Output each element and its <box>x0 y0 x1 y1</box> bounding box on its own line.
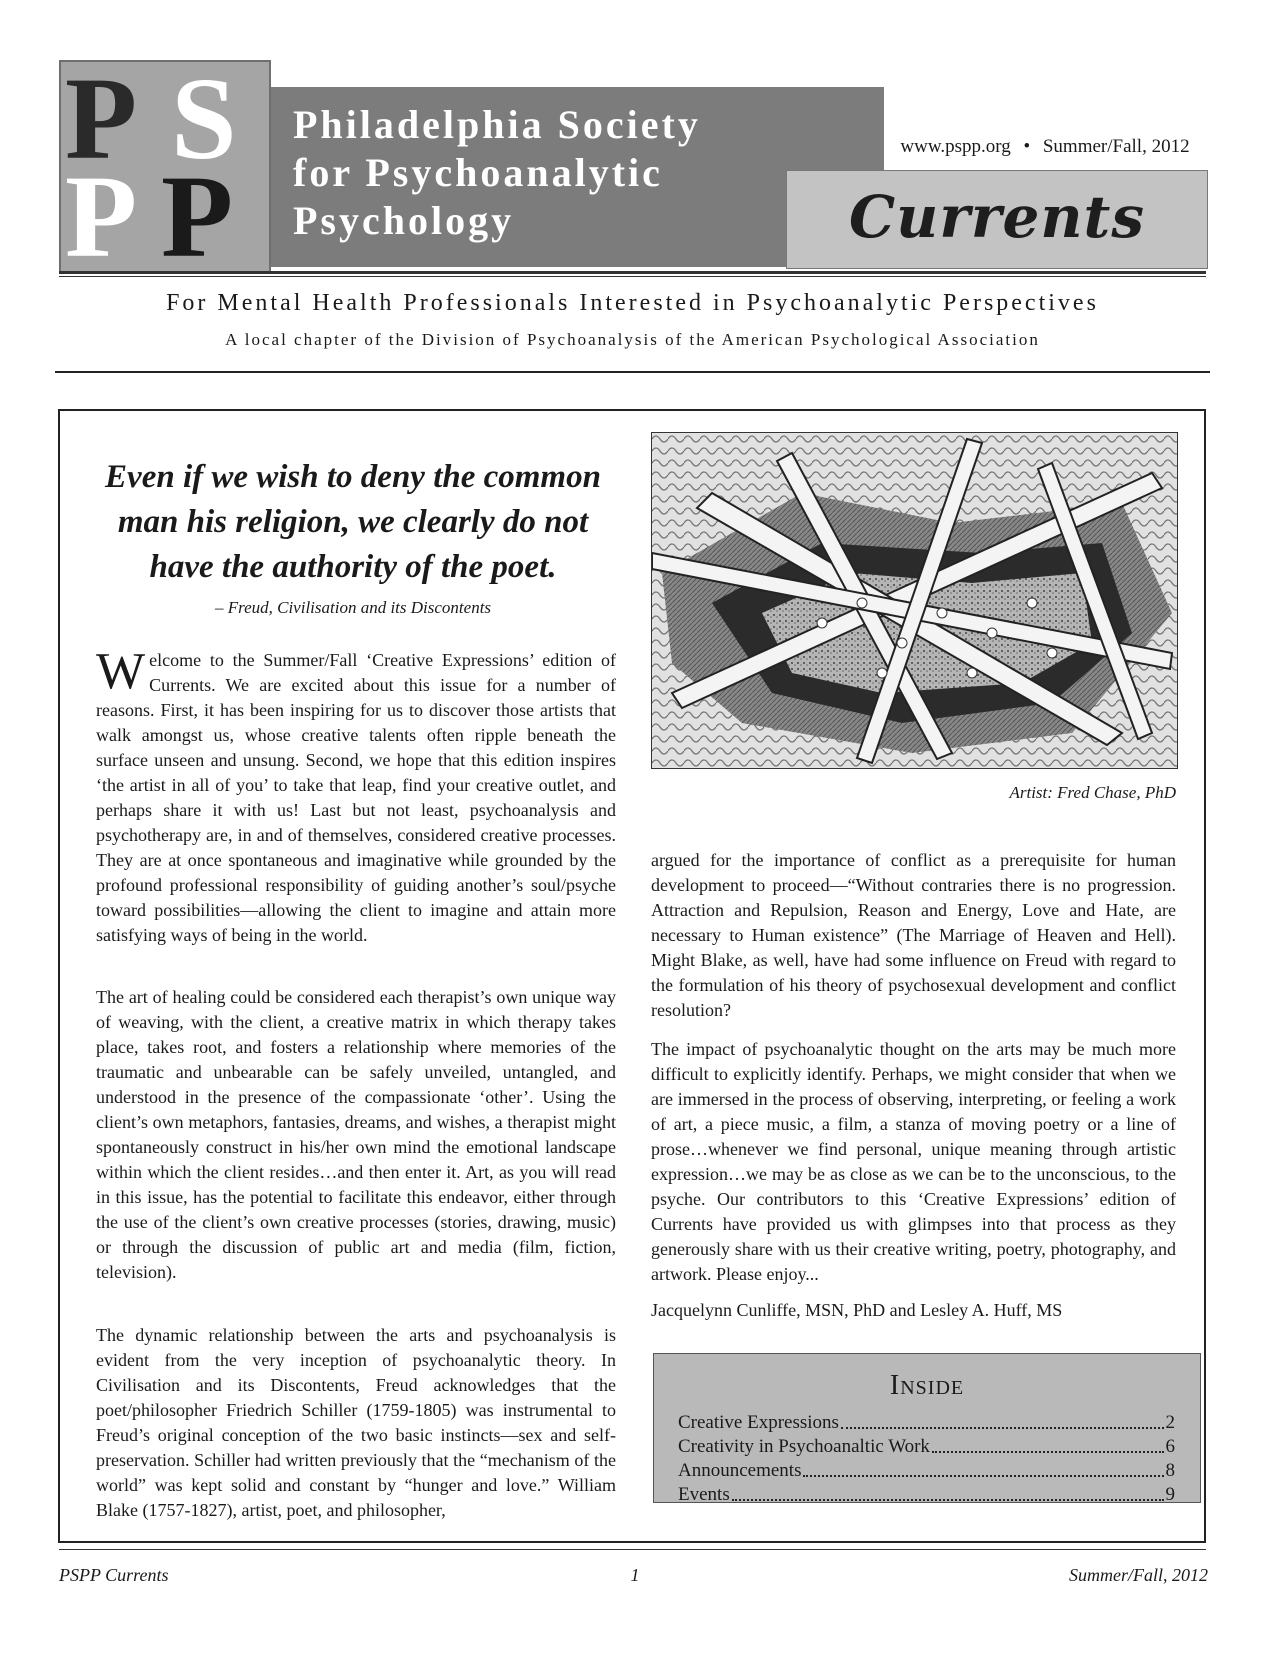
toc-item[interactable] <box>678 1483 1175 1507</box>
article-paragraph-2: The art of healing could be considered each therapist’s own unique way of weaving, with the client, a creative matrix in which therapy takes place, takes root, and fosters a relationship where memories of the traumatic and unbearable can be safely unveiled, untangled, and understood in the presence of the compassionate ‘other’. Using the client’s own metaphors, fantasies, dreams, and wishes, a therapist might spontaneously construct in his/her own mind the emotional landscape within which the client resides…and then enter it. Art, as you will read in this issue, has the potential to facilitate this endeavor, either through the use of the client’s own creative processes (stories, drawing, music) or through the discussion of public art and media (film, fiction, television). <box>96 987 616 1282</box>
toc-item-label: Creativity in Psychoanaltic Work <box>678 1436 930 1457</box>
footer-divider <box>59 1549 1206 1550</box>
quote-attribution: – Freud, Civilisation and its Discontents <box>214 598 492 617</box>
society-name-line-3: Psychology <box>293 198 515 243</box>
logo-letter-s: S <box>171 60 237 184</box>
toc-leader-dots <box>932 1435 1164 1453</box>
pspp-logo <box>59 60 271 274</box>
toc-item[interactable] <box>678 1459 1175 1483</box>
artwork-image <box>651 432 1178 769</box>
article-paragraph-1 <box>96 643 616 948</box>
toc-item-page: 8 <box>1165 1460 1175 1481</box>
subtagline: A local chapter of the Division of Psychoanalysis of the American Psychological Association <box>225 330 1040 349</box>
toc-item-label: Announcements <box>678 1460 802 1481</box>
toc-item-page: 6 <box>1165 1436 1175 1457</box>
drop-cap: W <box>96 643 146 700</box>
logo-letter-p2: P <box>65 151 138 274</box>
article-paragraph-3: The dynamic relationship between the arts and psychoanalysis is evident from the very inception of psychoanalytic theory. In Civilisation and its Discontents, Freud acknowledges that the poet/philosopher Friedrich Schiller (1759-1805) was instrumental to Freud’s original conception of the two basic instincts—sex and self-preservation. Schiller had written previously that the “mechanism of the world” was kept solid and constant by “hunger and love.” William Blake (1757-1827), artist, poet, and philosopher, <box>96 1325 616 1520</box>
header-divider <box>59 271 1206 277</box>
logo-letter-p3: P <box>161 151 234 274</box>
website-link[interactable]: www.pspp.org <box>900 136 1011 157</box>
website-issue-line <box>885 136 1205 158</box>
header-divider-bottom <box>55 371 1210 373</box>
newsletter-title: Currents <box>849 183 1145 251</box>
page-number: 1 <box>630 1565 640 1585</box>
footer-publication: PSPP Currents <box>59 1565 169 1585</box>
issue-date: Summer/Fall, 2012 <box>1042 136 1190 157</box>
inside-contents-box <box>653 1353 1201 1503</box>
table-of-contents <box>678 1411 1175 1507</box>
tagline: For Mental Health Professionals Interested in Psychoanalytic Perspectives <box>166 290 1099 316</box>
inside-title: Inside <box>889 1370 965 1401</box>
toc-leader-dots <box>732 1483 1164 1501</box>
article-paragraph-5: The impact of psychoanalytic thought on the arts may be much more difficult to explicitly identify. Perhaps, we might consider that when we are immersed in the process of observing, interpreting, or feeling a work of art, a piece music, a film, a stanza of moving poetry or a line of prose…whenever we find personal, unique meaning through artistic expression…we may be as close as we can be to the unconscious, to the psyche. Our contributors to this ‘Creative Expressions’ edition of Currents have provided us with glimpses into that process as they generously share with us their creative writing, poetry, photography, and artwork. Please enjoy... <box>651 1039 1176 1284</box>
society-name-line-1: Philadelphia Society <box>293 102 701 147</box>
logo-letter-p1: P <box>65 60 138 184</box>
toc-item-label: Creative Expressions <box>678 1412 839 1433</box>
article-paragraph-1-text: elcome to the Summer/Fall ‘Creative Expressions’ edition of Currents. We are excited about this issue for a number of reasons. First, it has been inspiring for us to discover those artists that walk amongst us, whose creative talents often ripple beneath the surface unseen and unsung. Second, we hope that this edition inspires ‘the artist in all of you’ to take that leap, find your creative outlet, and perhaps share it with us! Last but not least, psychoanalysis and psychotherapy are, in and of themselves, considered creative processes. They are at once spontaneous and imaginative while grounded by the profound professional responsibility of guiding another’s soul/psyche toward possibilities—allowing the client to imagine and attain more satisfying ways of being in the world. <box>96 650 616 945</box>
toc-leader-dots <box>803 1459 1163 1477</box>
article-paragraph-4: argued for the importance of conflict as a prerequisite for human development to proceed—“Without contraries there is no progression. Attraction and Repulsion, Reason and Energy, Love and Hate, are necessary to Human existence” (The Marriage of Heaven and Hell). Might Blake, as well, have had some influence on Freud with regard to the formulation of his theory of psychosexual development and conflict resolution? <box>651 850 1176 1020</box>
society-name <box>293 101 701 245</box>
toc-item-label: Events <box>678 1484 730 1505</box>
artwork-caption: Artist: Fred Chase, PhD <box>1009 783 1176 802</box>
pull-quote: Even if we wish to deny the common man his religion, we clearly do not have the authority of the poet. <box>105 459 601 585</box>
society-name-line-2: for Psychoanalytic <box>293 150 663 195</box>
footer-issue: Summer/Fall, 2012 <box>1069 1565 1208 1585</box>
toc-item-page: 9 <box>1165 1484 1175 1505</box>
toc-item[interactable] <box>678 1435 1175 1459</box>
artwork-illustration <box>652 433 1177 768</box>
article-authors: Jacquelynn Cunliffe, MSN, PhD and Lesley A. Huff, MS <box>651 1300 1063 1320</box>
separator: • <box>1023 136 1031 157</box>
toc-item-page: 2 <box>1165 1412 1175 1433</box>
newsletter-title-box <box>786 170 1208 269</box>
toc-item[interactable] <box>678 1411 1175 1435</box>
toc-leader-dots <box>841 1411 1164 1429</box>
